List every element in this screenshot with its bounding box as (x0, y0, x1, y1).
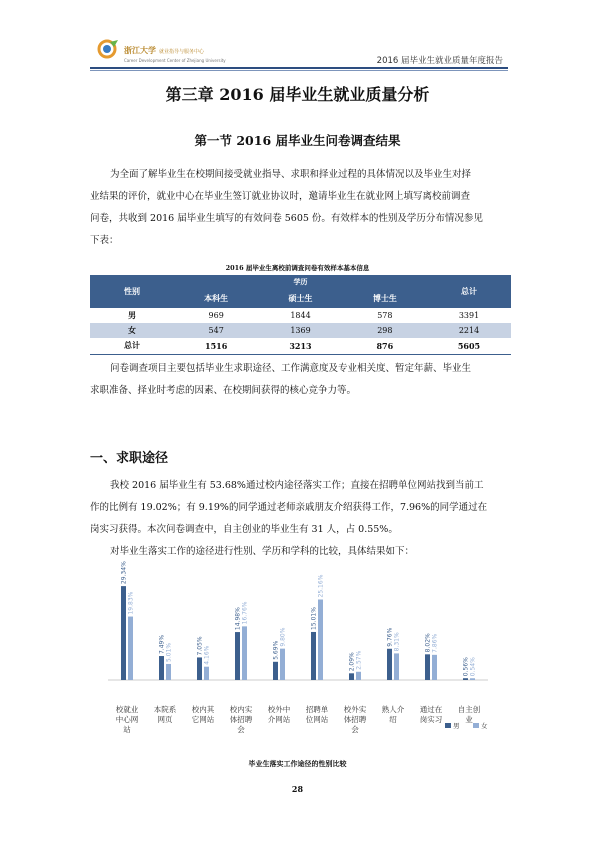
channel-paragraph (90, 475, 510, 563)
category-label: 站 (123, 725, 131, 734)
header-undergrad: 本科生 (174, 289, 258, 308)
bar-male (425, 654, 430, 680)
category-label: 会 (237, 725, 245, 734)
header-phd: 博士生 (343, 289, 427, 308)
bar-value-label: 2.57% (355, 650, 363, 670)
bar-male (159, 656, 164, 680)
bar-female (166, 664, 171, 680)
legend-swatch-female (473, 723, 479, 728)
table-row (90, 323, 511, 338)
compare-line: 对毕业生落实工作的途径进行性别、学历和学科的比较，具体结果如下： (110, 546, 415, 557)
cell: 1844 (258, 308, 342, 323)
bar-value-label: 9.76% (386, 627, 394, 647)
legend-label: 女 (481, 722, 488, 730)
category-label: 介网站 (267, 715, 291, 724)
bar-value-label: 7.86% (431, 633, 439, 653)
bar-value-label: 4.16% (203, 645, 211, 665)
table-bottom-rule (90, 354, 511, 355)
category-label: 体招聘 (343, 715, 367, 724)
university-logo-icon (96, 38, 122, 60)
bar-value-label: 14.98% (234, 607, 242, 631)
page-number: 28 (291, 784, 304, 794)
bar-chart-svg (90, 561, 511, 742)
category-label: 校外中 (267, 705, 291, 714)
header-total: 总计 (427, 275, 511, 308)
channel-line: 我校 2016 届毕业生有 53.68%通过校内途径落实工作；直接在招聘单位网站找到当前工 (110, 480, 484, 491)
cell: 876 (343, 338, 427, 353)
category-label: 中心网 (115, 715, 139, 724)
items-line: 求职准备、择业时考虑的因素、在校期间获得的核心竞争力等。 (90, 385, 357, 396)
category-label: 业 (465, 715, 473, 724)
bar-value-label: 5.69% (272, 640, 280, 660)
table-row (90, 308, 511, 323)
cell-total: 5605 (427, 338, 511, 353)
bar-male (463, 678, 468, 680)
cell: 969 (174, 308, 258, 323)
table-caption: 2016 届毕业生离校前调查问卷有效样本基本信息 (225, 264, 370, 272)
subsection-heading: 一、求职途径 (90, 451, 169, 466)
bar-value-label: 16.76% (241, 601, 249, 625)
section-title: 第一节 2016 届毕业生问卷调查结果 (194, 133, 401, 148)
row-label: 女 (90, 323, 174, 338)
cell: 1516 (174, 338, 258, 353)
gender-channel-chart (90, 561, 511, 742)
bar-value-label: 9.80% (279, 627, 287, 647)
bar-value-label: 8.02% (424, 633, 432, 653)
category-label: 招聘单 (305, 705, 329, 714)
bar-female (318, 599, 323, 680)
bar-female (242, 626, 247, 680)
legend-label: 男 (453, 722, 460, 730)
bar-female (280, 649, 285, 680)
cell: 578 (343, 308, 427, 323)
cell-total: 3391 (427, 308, 511, 323)
bar-value-label: 8.31% (393, 632, 401, 652)
intro-line: 为全面了解毕业生在校期间接受就业指导、求职和择业过程的具体情况以及毕业生对择 (110, 169, 472, 180)
bar-female (128, 617, 133, 680)
bar-female (356, 672, 361, 680)
sample-table (90, 275, 511, 353)
chart-caption: 毕业生落实工作途径的性别比较 (248, 759, 347, 768)
bar-female (470, 678, 475, 680)
row-label: 总计 (90, 338, 174, 353)
bar-value-label: 29.34% (120, 561, 128, 585)
bar-value-label: 0.56% (462, 657, 470, 677)
channel-line: 作的比例有 19.02%；有 9.19%的同学通过老师亲戚朋友介绍获得工作，7.96%的同学通过在 (90, 502, 488, 513)
chapter-title: 第三章 2016 届毕业生就业质量分析 (165, 85, 430, 104)
logo-en: Career Development Center of Zhejiang University (124, 58, 226, 63)
report-title: 2016 届毕业生就业质量年度报告 (376, 56, 503, 66)
bar-value-label: 5.01% (165, 642, 173, 662)
bar-female (204, 667, 209, 680)
items-paragraph (90, 358, 510, 402)
category-label: 自主创 (457, 705, 481, 714)
intro-line: 下表： (90, 235, 119, 246)
table-row (90, 338, 511, 353)
bar-male (121, 586, 126, 680)
category-label: 网页 (157, 715, 173, 724)
intro-line: 业结果的评价，就业中心在毕业生签订就业协议时，邀请毕业生在就业网上填写离校前调查 (90, 191, 471, 202)
header-rule (90, 67, 508, 69)
category-label: 校外实 (343, 705, 367, 714)
cell: 1369 (258, 323, 342, 338)
bar-value-label: 25.16% (317, 574, 325, 598)
legend-swatch-male (445, 723, 451, 728)
header-gender: 性别 (90, 275, 174, 308)
logo-text (124, 38, 226, 63)
category-label: 校内其 (191, 705, 215, 714)
intro-paragraph (90, 164, 510, 252)
bar-male (349, 673, 354, 680)
category-label: 它网站 (191, 715, 215, 724)
bar-male (311, 632, 316, 680)
category-label: 体招聘 (229, 715, 253, 724)
bar-female (394, 653, 399, 680)
bar-value-label: 7.49% (158, 634, 166, 655)
cell: 547 (174, 323, 258, 338)
category-label: 位网站 (305, 715, 329, 724)
category-label: 绍 (389, 715, 397, 724)
category-label: 校就业 (115, 705, 139, 714)
category-label: 本院系 (153, 705, 177, 714)
bar-male (197, 657, 202, 680)
header-master: 硕士生 (258, 289, 342, 308)
bar-value-label: 0.54% (469, 657, 477, 677)
cell: 298 (343, 323, 427, 338)
cell: 3213 (258, 338, 342, 353)
logo-cn: 浙江大学 (124, 46, 156, 55)
bar-male (273, 662, 278, 680)
bar-value-label: 19.83% (127, 591, 135, 615)
intro-line: 问卷，共收到 2016 届毕业生填写的有效问卷 5605 份。有效样本的性别及学历分布情况参见 (90, 213, 483, 224)
cell-total: 2214 (427, 323, 511, 338)
bar-male (387, 649, 392, 680)
logo-cn-sub: 就业指导与服务中心 (159, 49, 205, 55)
row-label: 男 (90, 308, 174, 323)
bar-female (432, 655, 437, 680)
bar-value-label: 7.05% (196, 636, 204, 656)
bar-value-label: 2.09% (348, 652, 356, 672)
header-degree: 学历 (174, 275, 427, 289)
category-label: 熟人介 (381, 705, 405, 714)
items-line: 问卷调查项目主要包括毕业生求职途径、工作满意度及专业相关度、暂定年薪、毕业生 (110, 363, 472, 374)
category-label: 会 (351, 725, 359, 734)
category-label: 通过在 (419, 705, 443, 714)
category-label: 岗实习 (419, 715, 443, 724)
channel-line: 岗实习获得。本次问卷调查中，自主创业的毕业生有 31 人，占 0.55%。 (90, 524, 398, 535)
page-header (0, 0, 595, 72)
category-label: 校内实 (229, 705, 253, 714)
bar-male (235, 632, 240, 680)
bar-value-label: 15.01% (310, 607, 318, 630)
header-rule-thin (90, 70, 508, 71)
